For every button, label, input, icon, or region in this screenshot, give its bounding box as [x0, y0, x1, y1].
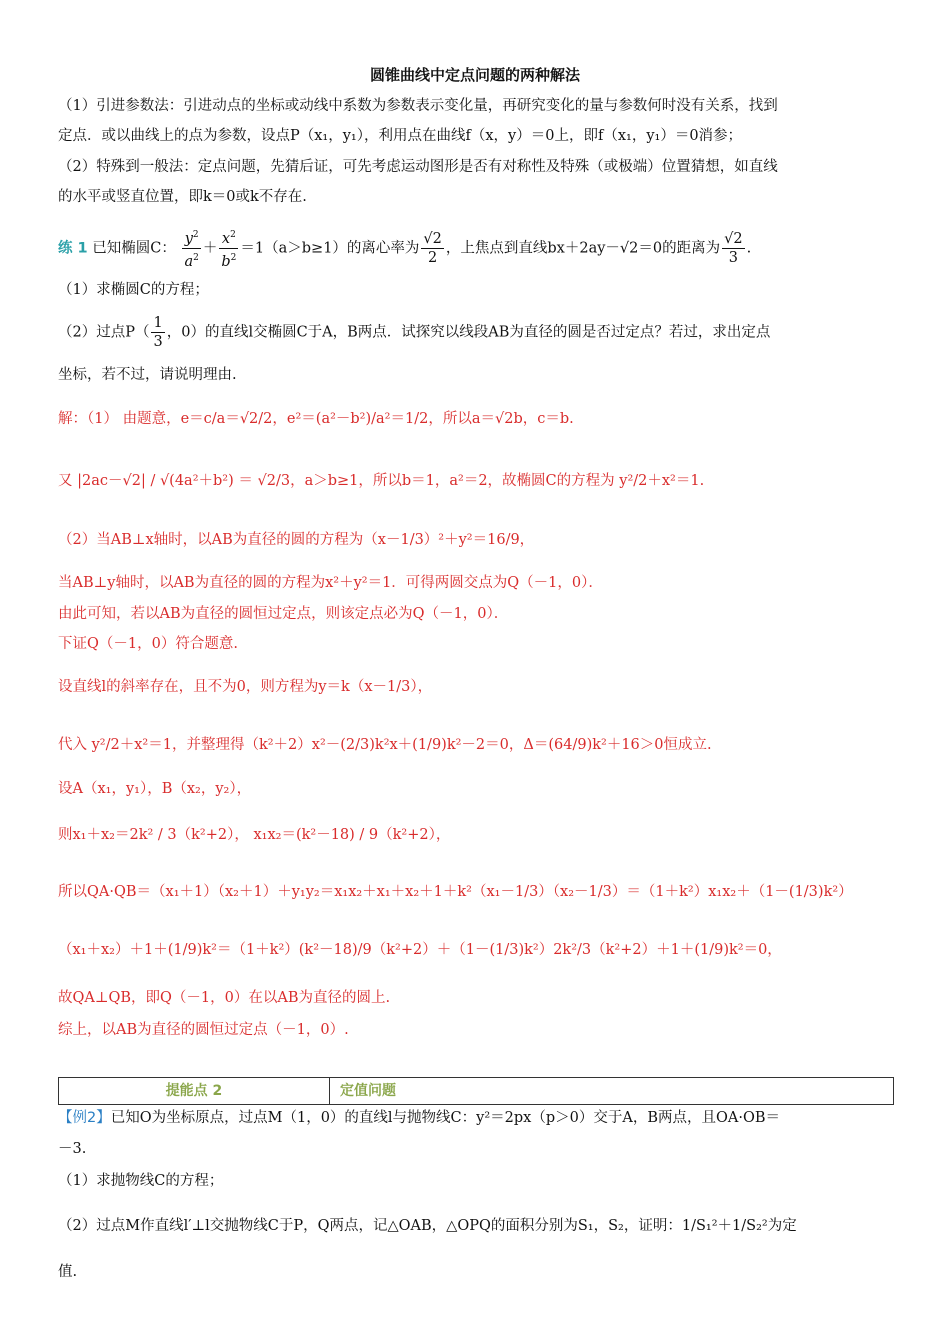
solution-line-10: 则x₁＋x₂＝2k² / 3（k²+2）， x₁x₂＝(k²－18) / 9（k²+2）， — [58, 827, 451, 843]
practice-tag: 练 1 — [58, 240, 88, 257]
solution-line-4: 当AB⊥y轴时，以AB为直径的圆的方程为x²＋y²＝1．可得两圆交点为Q（－1，0）． — [58, 575, 603, 591]
example-q3: 值. — [58, 1264, 78, 1280]
solution-line-6: 下证Q（－1，0）符合题意. — [58, 636, 238, 652]
practice-q1: （1）求椭圆C的方程； — [58, 282, 209, 298]
solution-line-13: 故QA⊥QB，即Q（－1，0）在以AB为直径的圆上. — [58, 990, 391, 1006]
solution-line-7: 设直线l的斜率存在，且不为0，则方程为y＝k（x－1/3）， — [58, 679, 433, 695]
intro-line-4: 的水平或竖直位置，即k＝0或k不存在. — [58, 189, 307, 205]
fraction-1-3: $\frac{1}{3}$ — [153, 315, 163, 350]
solution-line-3: （2）当AB⊥x轴时，以AB为直径的圆的方程为（x－1/3）²＋y²＝16/9， — [58, 532, 535, 548]
practice-q2-a: （2）过点P（ — [58, 324, 150, 341]
fraction-y2-a2: $\frac{y^2}{a^2}$ — [182, 226, 200, 271]
practice-stem: 练 1 已知椭圆C： $\frac{y^2}{a^2}$ ＋ $\frac{x^2}{b^2}$ ＝1（a＞b≥1）的离心率为 $\frac{√2}{2}$ ，上焦点到直线bx＋2ay－√2＝0的距离为 $\frac{√2}{3}$ . — [58, 226, 888, 276]
practice-stem-b: ＝1（a＞b≥1）的离心率为 — [240, 240, 420, 257]
practice-q2-b: ，0）的直线l交椭圆C于A，B两点．试探究以线段AB为直径的圆是否过定点？若过，求出定点 — [166, 324, 771, 341]
solution-line-1: 解：（1） 由题意，e＝c/a＝√2/2，e²＝(a²－b²)/a²＝1/2，所以a＝√2b，c＝b. — [58, 411, 574, 427]
intro-line-2: 定点．或以曲线上的点为参数，设点P（x₁，y₁），利用点在曲线f（x，y）＝0上，即f（x₁，y₁）＝0消参； — [58, 128, 743, 144]
practice-stem-a: 已知椭圆C： — [92, 240, 176, 257]
page-title: 圆锥曲线中定点问题的两种解法 — [369, 66, 580, 84]
intro-line-1: （1）引进参数法：引进动点的坐标或动线中系数为参数表示变化量，再研究变化的量与参数何时没有关系，找到 — [58, 98, 778, 114]
fraction-root2-3: $\frac{√2}{3}$ — [724, 230, 743, 266]
solution-line-14: 综上，以AB为直径的圆恒过定点（－1，0）. — [58, 1022, 349, 1038]
solution-line-8: 代入 y²/2＋x²＝1，并整理得（k²＋2）x²－(2/3)k²x＋(1/9)k²－2＝0，Δ＝(64/9)k²＋16＞0恒成立. — [58, 737, 712, 753]
fraction-root2-2: $\frac{√2}{2}$ — [423, 230, 442, 266]
section-topic: 定值问题 — [340, 1083, 396, 1099]
intro-line-3: （2）特殊到一般法：定点问题，先猜后证，可先考虑运动图形是否有对称性及特殊（或极端）位置猜想，如直线 — [58, 159, 778, 175]
example-stem-1: 已知O为坐标原点，过点M（1，0）的直线l与抛物线C：y²＝2px（p＞0）交于A，B两点，且OA·OB＝ — [110, 1110, 780, 1126]
section-label: 提能点 2 — [59, 1078, 330, 1104]
practice-stem-c: ，上焦点到直线bx＋2ay－√2＝0的距离为 — [445, 240, 721, 257]
solution-line-9: 设A（x₁，y₁），B（x₂，y₂）， — [58, 781, 252, 797]
solution-line-5: 由此可知，若以AB为直径的圆恒过定点，则该定点必为Q（－1，0）． — [58, 606, 509, 622]
solution-line-11: 所以QA·QB＝（x₁＋1）（x₂＋1）＋y₁y₂＝x₁x₂＋x₁＋x₂＋1＋k²（x₁－1/3）（x₂－1/3）＝（1＋k²）x₁x₂＋（1－(1/3)k²） — [58, 884, 853, 900]
solution-line-12: （x₁＋x₂）＋1＋(1/9)k²＝（1＋k²）(k²－18)/9（k²+2）＋（1－(1/3)k²）2k²/3（k²+2）＋1＋(1/9)k²＝0， — [58, 942, 782, 958]
example-q1: （1）求抛物线C的方程； — [58, 1173, 224, 1189]
fraction-x2-b2: $\frac{x^2}{b^2}$ — [219, 226, 238, 271]
example-q2: （2）过点M作直线l′⊥l交抛物线C于P，Q两点，记△OAB，△OPQ的面积分别为S₁，S₂，证明：1/S₁²＋1/S₂²为定 — [58, 1218, 797, 1234]
solution-line-2: 又 |2ac－√2| / √(4a²＋b²) ＝ √2/3，a＞b≥1，所以b＝1，a²＝2，故椭圆C的方程为 y²/2＋x²＝1. — [58, 473, 705, 489]
example-stem-2: －3. — [58, 1141, 87, 1157]
practice-q2 — [58, 314, 888, 358]
section-header-table — [58, 1077, 894, 1105]
example-stem — [58, 1107, 888, 1129]
example-tag: 【例2】 — [58, 1110, 111, 1126]
practice-q2-cont: 坐标，若不过，请说明理由. — [58, 367, 237, 383]
